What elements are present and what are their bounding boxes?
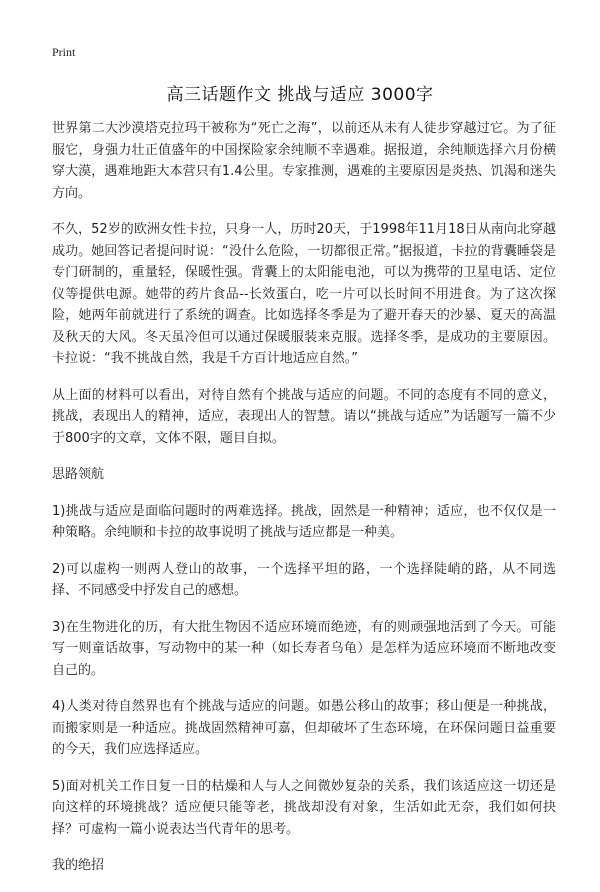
guidance-item-2: 2)可以虚构一则两人登山的故事，一个选择平坦的路，一个选择陡峭的路，从不同选择、不同感受中抒发自己的感想。 <box>52 561 556 598</box>
guidance-item-4: 4)人类对待自然界也有个挑战与适应的问题。如愚公移山的故事；移山便是一种挑战，而搬家则是一种适应。挑战固然精神可嘉，但却破坏了生态环境，在环保问题日益重要的今天，我们应选择适应。 <box>52 699 556 757</box>
article-body <box>52 118 556 892</box>
page-title: 高三话题作文 挑战与适应 3000字 <box>166 85 434 105</box>
guidance-item-3: 3)在生物进化的历，有大批生物因不适应环境而绝迹，有的则顽强地活到了今天。可能写一则童话故事，写动物中的某一种（如长寿者乌龟）是怎样为适应环境而不断地改变自己的。 <box>52 619 556 678</box>
section-heading-guidance: 思路领航 <box>52 467 105 482</box>
print-link[interactable]: Print <box>52 45 76 59</box>
guidance-item-5: 5)面对机关工作日复一日的枯燥和人与人之间微妙复杂的关系，我们该适应这一切还是向这样的环境挑战？适应便只能等老，挑战却没有对象，生活如此无奈，我们如何抉择？可虚构一篇小说表达当代青年的思考。 <box>52 778 556 837</box>
paragraph-intro: 世界第二大沙漠塔克拉玛干被称为“死亡之海”，以前还从未有人徒步穿越过它。为了征服它，身强力壮正值盛年的中国探险家余纯顺不幸遇难。据报道，余纯顺选择六月份横穿大漠，遇难地距大本营只有1.4公里。专家推测，遇难的主要原因是炎热、饥渴和迷失方向。 <box>52 121 556 201</box>
guidance-item-1: 1)挑战与适应是面临问题时的两难选择。挑战，固然是一种精神；适应，也不仅仅是一种策略。余纯顺和卡拉的故事说明了挑战与适应都是一种美。 <box>52 503 556 540</box>
paragraph-story: 不久，52岁的欧洲女性卡拉，只身一人，历时20天，于1998年11月18日从南向北穿越成功。她回答记者提问时说：“没什么危险，一切都很正常。”据报道，卡拉的背囊睡袋是专门研制的，重量轻，保暖性强。背囊上的太阳能电池，可以为携带的卫星电话、定位仪等提供电源。她带的药片食品--长效蛋白，吃一片可以长时间不用进食。为了这次探险，她两年前就进行了系统的调查。比如选择冬季是为了避开春天的沙暴、夏天的高温及秋天的大风。冬天虽冷但可以通过保暖服装来克服。选择冬季，是成功的主要原因。卡拉说：“我不挑战自然，我是千方百计地适应自然。” <box>52 222 556 366</box>
section-heading-tips: 我的绝招 <box>52 858 105 873</box>
paragraph-prompt: 从上面的材料可以看出，对待自然有个挑战与适应的问题。不同的态度有不同的意义，挑战，表现出人的精神，适应，表现出人的智慧。请以“挑战与适应”为话题写一篇不少于800字的文章，文体不限，题目自拟。 <box>52 387 556 446</box>
